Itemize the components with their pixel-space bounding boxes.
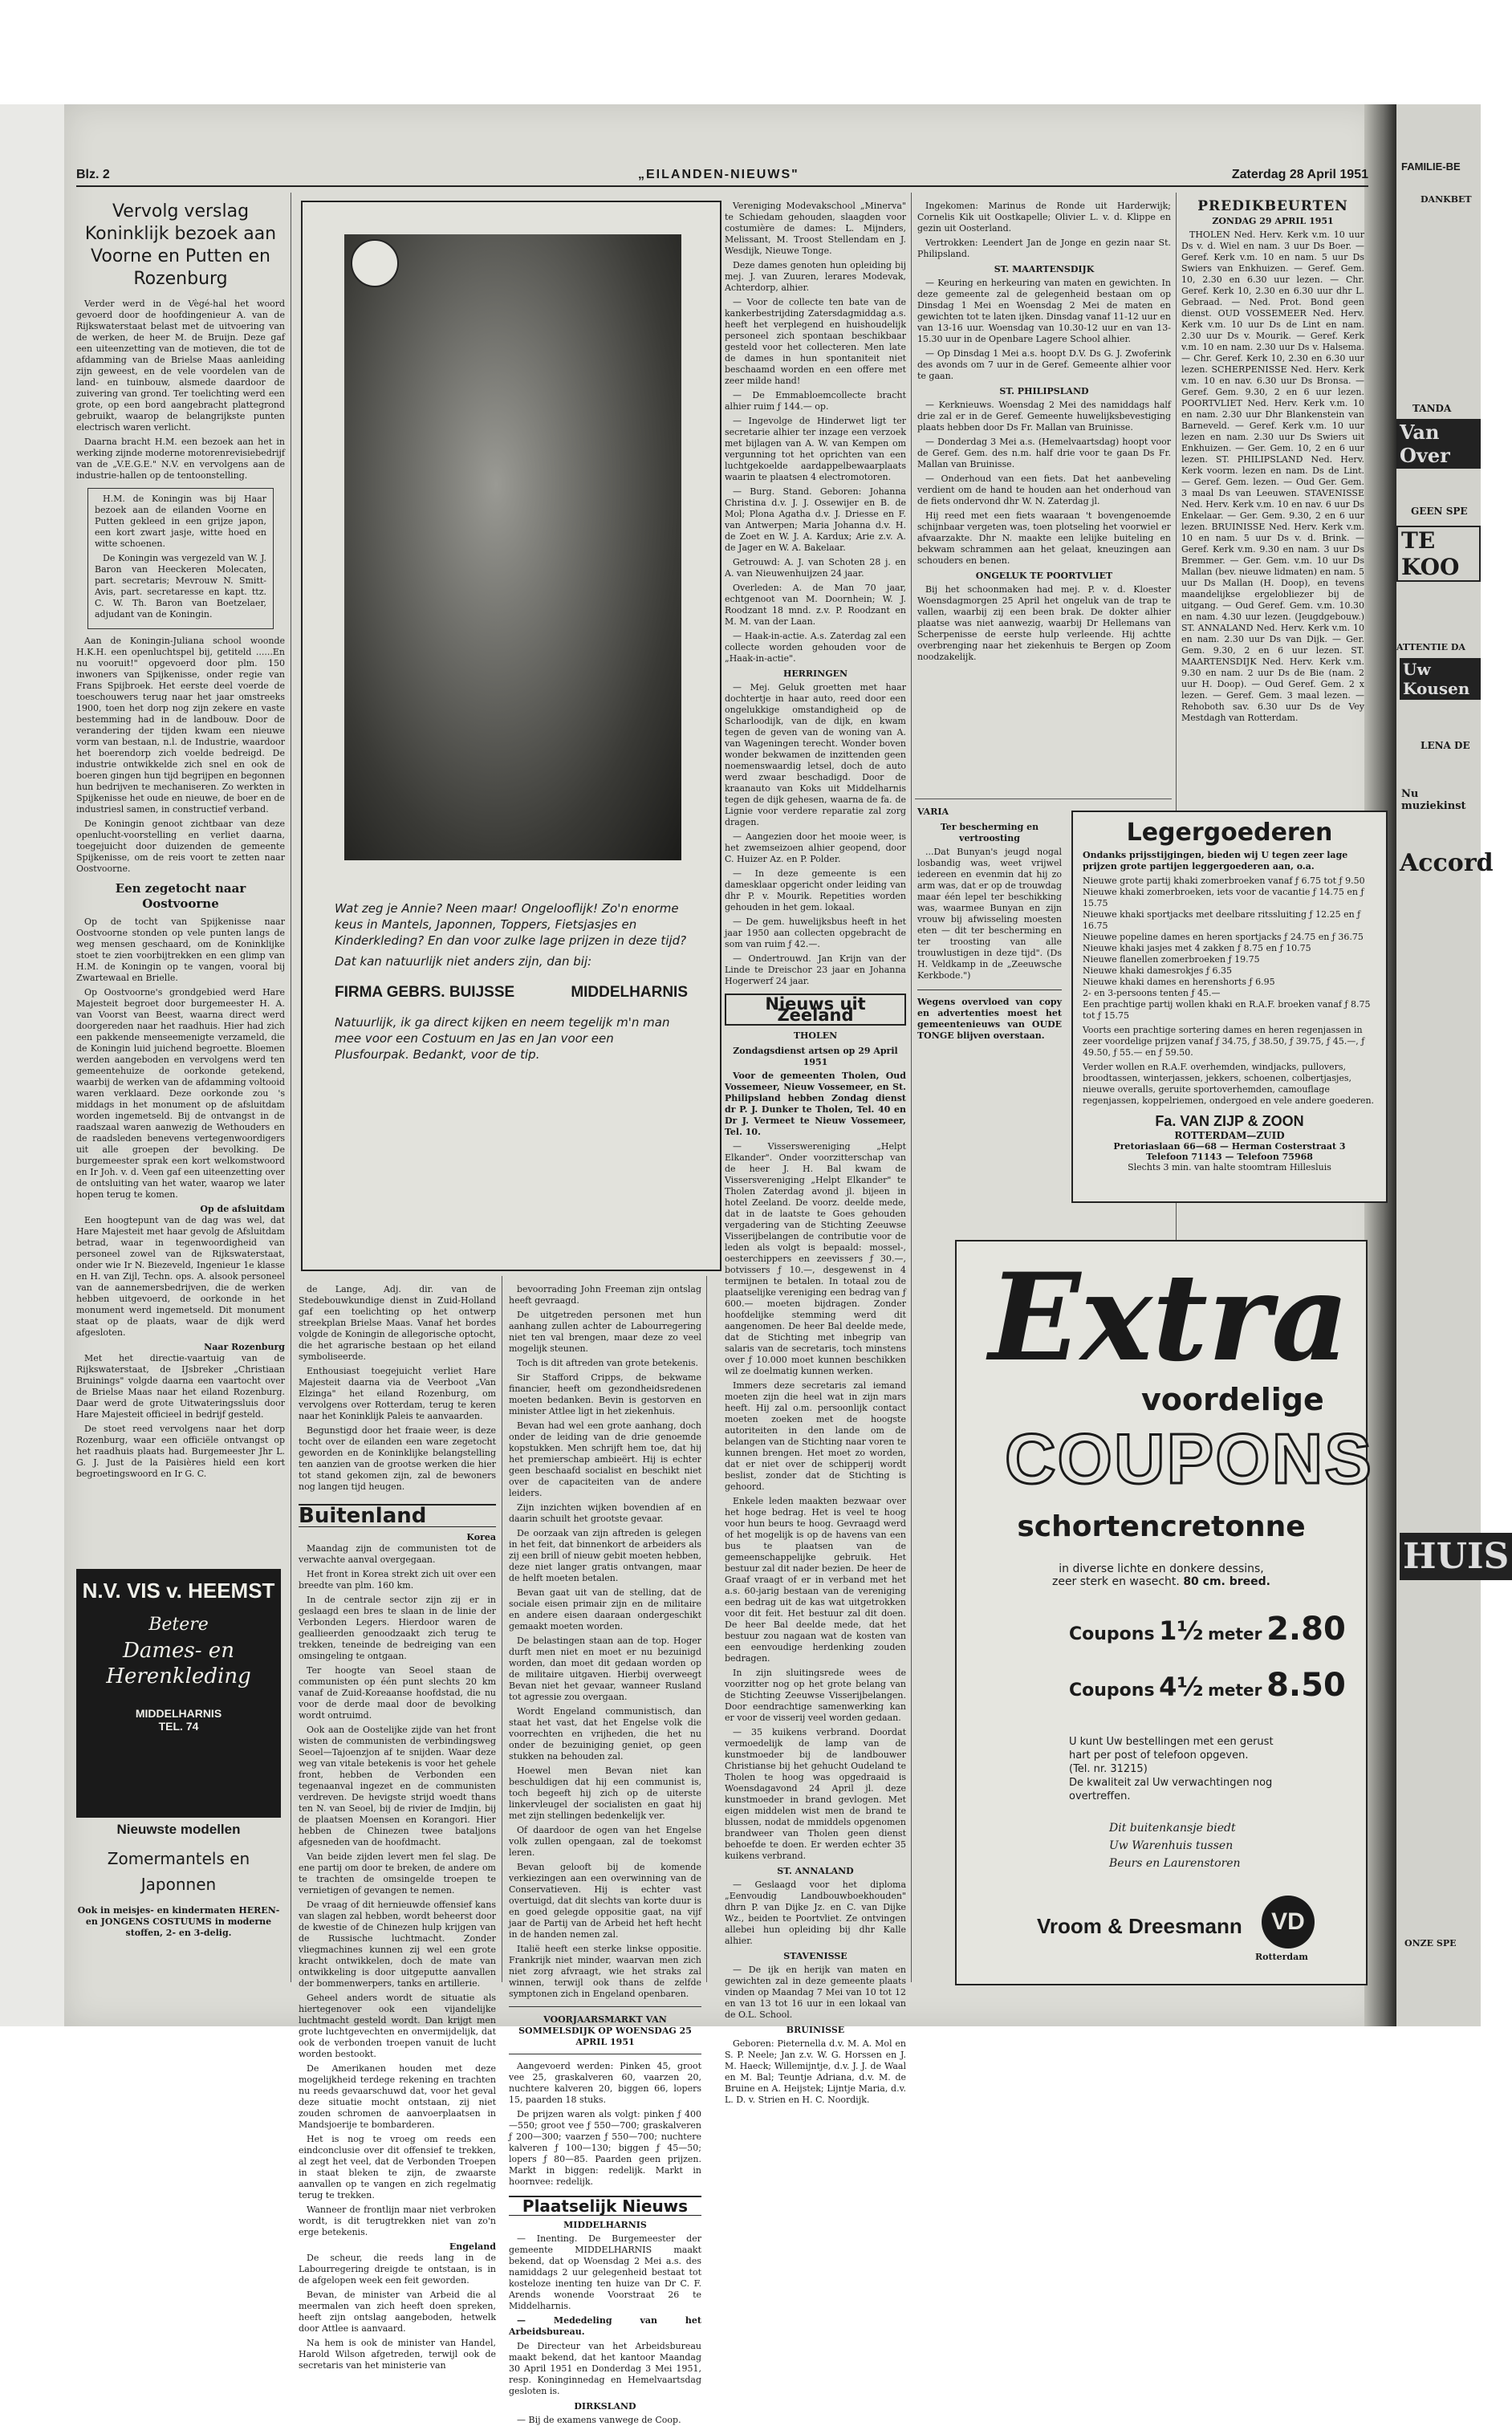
town-head: THOLEN [793, 1030, 838, 1041]
column-1 [76, 201, 285, 1557]
coupon-unit: meter [1208, 1680, 1262, 1700]
paragraph: THOLEN Ned. Herv. Kerk v.m. 10 uur Ds v. d. Wiel en nam. 3 uur Ds Boer. — Geref. Kerk v.m. 10 en nam. 5 uur Ds Swiers van Enkhuizen. — Geref. Gem. 10, 2.30 en 6.30 uur lezen. — Chr. Geref. Kerk 10, 2.30 en 6.30 uur dhr L. Gebraad. — Ned. Prot. Bond geen dienst. OUD VOSSEMEER Ned. Herv. Kerk v.m. 10 uur Ds de Lint en nam. 2.30 uur Ds v. Mourik. — Geref. Kerk v.m. 10 en nam. 2.30 uur Ds v. Halsema. — Chr. Geref. Kerk 10, 2.30 en 6.30 uur lezen. SCHERPENISSE Ned. Herv. Kerk v.m. 10 en nav. 6.30 uur Ds Bronsa. — Geref. Gem. 9.30, 2 en 6 uur lezen. POORTVLIET Ned. Herv. Kerk v.m. 10 en nam. 2.30 uur Dhr Blankenstein van Barneveld. — Geref. Kerk v.m. 10 uur lezen en nam. 2.30 uur Ds Swiers uit Enkhuizen. — Ger. Gem. 10, 2 en 6 uur lezen. ST. PHILIPSLAND Ned. Herv. Kerk voorm. lezen en nam. Ds de Lint. — Geref. Gem. lezen. — Oud Ger. Gem. 3 maal Ds van Leeuwen. STAVENISSE Ned. Herv. Kerk v.m. 10 en nav. 6 uur Ds Enkelaar. — Ger. Gem. 9.30, 2 en 6 uur lezen. BRUINISSE Ned. Herv. Kerk v.m. 10 en nam. 5 uur Ds v. d. Brink. — Geref. Kerk v.m. 9.30 en nam. 3 uur Ds Bremmer. — Ger. Gem. v.m. 10 uur Ds Mallan (bev. nieuwe lidmaten) en nam. 5 uur Ds Mallan (H. Doop), en tevens maandelijkse ergelobliezer bij de uitgang. — Oud Geref. Gem. v.m. 10.30 en nam. 4.30 uur lezen. (Jeugdgebouw.) ST. ANNALAND Ned. Herv. Kerk v.m. 10 en nam. 2.30 uur Ds van Dijk. — Ger. Gem. 9.30, 2 en 6 uur lezen. ST. MAARTENSDIJK Ned. Herv. Kerk v.m. 9.30 en nam. 2 uur Ds de Bie (nam. 2 uur H. Doop). — Oud Geref. Gem. 2 x lezen. — Geref. Gem. 3 maal lezen. — Rehoboth sav. 6.30 uur Ds de Vey Mestdagh van Rotterdam. [1181, 230, 1364, 723]
price-item: Nieuwe popeline dames en heren sportjacks ƒ 24.75 en ƒ 36.75 [1083, 932, 1364, 942]
date-head: ZONDAG 29 APRIL 1951 [1212, 216, 1334, 226]
subheading: Naar Rozenburg [204, 1342, 285, 1352]
paragraph: ...Dat Bunyan's jeugd nogal losbandig was, weet vrijwel iedereen en evenmin dat hij zo arm was, dat er op de trouwdag maar één lepel ter beschikking was, waarmee Bunyan en zijn vrouw bij afwisseling moesten eten — dit ter bescherming en ter troosting van alle trouwlustigen in deze tijd". (Ds H. Veldkamp in de „Zeeuwsche Kerkbode.") [917, 847, 1062, 981]
paragraph: Wanneer de frontlijn maar niet verbroken wordt, is dit terugtrekken niet van zo'n erge betekenis. [299, 2205, 496, 2237]
ad-brand: Vroom & Dreesmann [1037, 1914, 1242, 1938]
paragraph: Immers deze secretaris zal iemand moeten zijn die heel wat in zijn mars heeft. Hij zal o.m. persoonlijk contact moeten zoeken met de hoogste autoriteiten in den lande om de belangen van de Stichting naar voren te kunnen brengen. Het moet zo worden, dat er niet over de schipperij wordt beslist, zonder dat de Stichting is gehoord. [725, 1380, 906, 1492]
ad-paragraph: Verder wollen en R.A.F. overhemden, windjacks, pullovers, broodtassen, winterjassen, jekkers, schoenen, colbertjasjes, nieuwe overalls, geruite sportoverhemden, camouflage regenjassen, koppelriemen, ondergoed en vele andere goederen. [1083, 1062, 1375, 1106]
column-3 [509, 1284, 701, 2425]
column-rule [911, 193, 912, 1982]
paragraph: — Mededeling van het Arbeidsbureau. [509, 2315, 701, 2337]
paragraph: Verder werd in de Vègé-hal het woord gevoerd door de hoofdingenieur A. van de Rijkswaterstaat belast met de uitvoering van de werken, de heer M. de Bruijn. Deze gaf een uiteenzetting van de motieven, die tot de afdamming van de Brielse Maas aanleiding zijn geweest, en de vele voordelen van de land- en tuinbouw, alsmede daardoor de zuivering van grond. Ter toelichting werd een grote, op een bord aangebracht plattegrond gebruikt, waarop de belangrijkste punten electrisch waren verlicht. [76, 299, 285, 433]
next-page-text: Nu muziekinst [1401, 788, 1466, 812]
tagline-line: Beurs en Laurenstoren [1109, 1857, 1241, 1870]
paragraph: Geheel anders wordt de situatie als hiertegenover ook een vijandelijke luchtmacht gesteld wordt. Dan krijgt men grote luchtgevechten en onvermijdelijk, dat ook de verbonden troepen vanuit de lucht worden bestookt. [299, 1993, 496, 2059]
paragraph: Of daardoor de ogen van het Engelse volk zullen opengaan, zal de toekomst leren. [509, 1825, 701, 1858]
ad-desc-text: zeer sterk en wasecht. [1051, 1575, 1180, 1588]
town-head: HERRINGEN [782, 668, 848, 679]
next-page-edge [1396, 104, 1510, 2026]
paragraph: Op Oostvoorne's grondgebied werd Hare Majesteit begroet door burgemeester H. A. van Voorst van Beest, waarna direct werd doorgereden naar het raadhuis. Hier had zich een pakkende menseemenigte verzameld, die de Koningin luid juichend begroette. Bloemen werden aangeboden en vervolgens werd ten gemeentehuize de oorkonde getekend, waarbij de werken van de afdamming voltooid waren verklaard. Deze oorkonde zou 's middags in het monument op de afsluitdam worden ingemetseld. Bij de ontvangst in de raadszaal waren aanwezig de Wethouders en de raadsleden benevens vertegenwoordigers uit alle groepen der bevolking. De burgemeester sprak een kort welkomstwoord en Ir Joh. v. d. Veen gaf een uiteenzetting over de ontsluiting van het water, waarop we later hopen terug te komen. [76, 987, 285, 1200]
paragraph: — Kerknieuws. Woensdag 2 Mei des namiddags half drie zal er in de Geref. Gemeente huwelijksbevestiging plaats hebben door Ds Fr. Mallan van Bruinisse. [917, 400, 1171, 433]
paragraph: De oorzaak van zijn aftreden is gelegen in het feit, dat binnenkort de arbeiders als zij een brill of nieuw gebit moeten hebben, deze niet langer gratis ontvangen, maar de helft moeten betalen. [509, 1528, 701, 1583]
ad-city: ROTTERDAM—ZUID [1174, 1130, 1285, 1141]
paragraph: Vereniging Modevakschool „Minerva" te Schiedam gehouden, slaagden voor costumière de dames: L. Mijnders, Melissant, M. Troost Stellendam en J. Wesdijk, Nieuwe Tonge. [725, 201, 906, 256]
subheadline: Een zegetocht naar Oostvoorne [115, 881, 246, 911]
paragraph: De scheur, die reeds lang in de Labourregering dreigde te ontstaan, is in de afgelopen week een feit geworden. [299, 2253, 496, 2286]
paragraph: Vertrokken: Leendert Jan de Jonge en gezin naar St. Philipsland. [917, 238, 1171, 259]
paragraph: Bij het schoonmaken had mej. P. v. d. Kloester Woensdagmorgen 25 April het ongeluk van de trap te vallen, waarbij zij een been brak. De dokter alhier plaatse was niet aanwezig, waarbij Dr Hellemans van Scherpenisse de eerste hulp verleende. Hij achtte overbrenging naar het ziekenhuis te Bergen op Zoom noodzakelijk. [917, 584, 1171, 662]
ad-city: Rotterdam [1255, 1952, 1308, 1962]
next-page-text: TANDA [1412, 403, 1452, 414]
paragraph: — Haak-in-actie. A.s. Zaterdag zal een collecte worden gehouden voor de „Haak-in-actie". [725, 631, 906, 664]
coupon-label: Coupons [1069, 1680, 1155, 1701]
paragraph: In zijn sluitingsrede wees de voorzitter nog op het grote belang van de Stichting Zeeuwse Visserijbelangen. Door eendrachtige samenwerking kan er voor de visserij veel worden gedaan. [725, 1668, 906, 1723]
buijsse-ad-copy [335, 900, 688, 1063]
ad-line: Zomermantels en [107, 1849, 250, 1868]
paragraph: Van beide zijden levert men fel slag. De ene partij om door te breken, de andere om te trachten de omsingelde troepen te vernietigen of gevangen te nemen. [299, 1851, 496, 1896]
section-title: PREDIKBEURTEN [1197, 198, 1348, 214]
subheading: Zondagsdienst artsen op 29 April 1951 [733, 1046, 898, 1067]
paragraph: — Aangezien door het mooie weer, is het zwemseizoen alhier geopend, door C. Huizer Az. en P. Polder. [725, 831, 906, 864]
paragraph: Geboren: Pieternella d.v. M. A. Mol en S. P. Neele; Jan z.v. W. G. Horssen en J. M. Haeck; Willemijntje, d.v. J. J. de Waal en M. Bal; Teuntje Adriana, d.v. M. de Bruine en A. Heijstek; Lijntje Maria, d.v. L. D. v. Strien en H. C. Noordijk. [725, 2038, 906, 2105]
paragraph: — Mej. Geluk groetten met haar dochtertje in haar auto, reed door een ongelukkige omstandigheid op de Scharloodijk, van de dijk, en kwam tegen de geven van de woning van A. van Wageningen terecht. Wonder boven wonder bekwamen de inzittenden geen noemenswaardig letsel, doch de auto werd zwaar beschadigd. Door de kraanauto van Koks uit Middelharnis tegen de dijk gehesen, waarna de fa. de Lignie voor verdere reparatie zal zorg dragen. [725, 682, 906, 827]
price-item: Nieuwe grote partij khaki zomerbroeken vanaf ƒ 6.75 tot ƒ 9.50 [1083, 876, 1365, 886]
paragraph: — Voor de collecte ten bate van de kankerbestrijding Zatersdagmiddag a.s. heeft het verplegend en huishoudelijk personeel zich spontaan beschikbaar gesteld voor het collecteren. Men late de dames in hun spontaniteit niet beschaamd worden en een offere met zeer milde hand! [725, 297, 906, 386]
paragraph: Begunstigd door het fraaie weer, is deze tocht over de eilanden een ware zegetocht geworden en de Koninklijke belangstelling ten aanzien van de grootse werken die hier tot stand gekomen zijn, zal de bewoners nog langen tijd heugen. [299, 1425, 496, 1492]
paragraph: Een hoogtepunt van de dag was wel, dat Hare Majesteit met haar gevolg de Afsluitdam betrad, waar in tegenwoordigheid van personeel zowel van de Rijkswaterstaat, onder wie Ir N. Biezeveld, Ingenieur 1e klasse en H. van Zijl, Techn. ops. A. alsook personeel van de aannemersbedrijven, die de werken hebben uitgevoerd, de oorkonde in het monument werd ingemetseld. Dit monument staat op de plaats, waar de dijk werd afgesloten. [76, 1215, 285, 1338]
section-title: Plaatselijk Nieuws [509, 2196, 701, 2216]
price-item: 2- en 3-persoons tenten ƒ 45.— [1083, 988, 1221, 998]
next-page-text: Uw Kousen [1400, 658, 1481, 700]
paragraph: Maandag zijn de communisten tot de verwachte aanval overgegaan. [299, 1543, 496, 1565]
ad-title: Legergoederen [1126, 819, 1333, 847]
paragraph: Aan de Koningin-Juliana school woonde H.K.H. een openluchtspel bij, getiteld ......En nu vooruit!" opgevoerd door plm. 150 inwoners van Spijkenisse, onder regie van Frans Spijbroek. Het eerste deel voerde de toeschouwers terug naar het jaar omstreeks 1900, toen het dorp nog zijn zekere en vaste bestemming had in de landbouw. Door de verandering der tijden kwam een nieuwe vorm van bestaan, n.l. de Industrie, waardoor het boerendorp zich voelde bedreigd. De industrie ontwikkelde zich snel en ook de boeren gingen hun tijd begrijpen en begonnen hun bedrijven te mechaniseren. Zo werkten in Spijkenisse het oude en nieuwe, de boer en de industriesl samen, in constructief verband. [76, 636, 285, 815]
paragraph: bevoorrading John Freeman zijn ontslag heeft gevraagd. [509, 1284, 701, 1306]
ad-description [957, 1562, 1366, 1588]
paragraph: De uitgetreden personen met hun aanhang zullen achter de Labourregering niet ten val brengen, maar deze zo veel mogelijk steunen. [509, 1310, 701, 1354]
visheemst-ad [76, 1569, 281, 1818]
price-item: Nieuwe khaki jasjes met 4 zakken ƒ 8.75 en ƒ 10.75 [1083, 943, 1311, 953]
order-line: U kunt Uw bestellingen met een gerust hart per post of telefoon opgeven. [1069, 1736, 1274, 1762]
ad-desc-line [957, 1575, 1366, 1588]
ad-tagline [1109, 1819, 1241, 1872]
next-page-text: ATTENTIE DA [1396, 642, 1465, 652]
buijsse-ad [301, 201, 721, 1271]
issue-date: Zaterdag 28 April 1951 [1231, 168, 1368, 181]
ad-line: Japonnen [140, 1875, 217, 1894]
ad-address: Slechts 3 min. van halte stoomtram Hillesluis [1128, 1162, 1331, 1172]
paragraph: De prijzen waren als volgt: pinken ƒ 400—550; groot vee ƒ 550—700; graskalveren ƒ 200—300; vaarzen ƒ 550—700; nuchtere kalveren ƒ 100—130; biggen ƒ 45—50; lopers ƒ 80—85. Paarden geen prijzen. Markt in biggen: redelijk. Markt in hoornvee: redelijk. [509, 2109, 701, 2187]
ad-width: 80 cm. breed. [1183, 1575, 1271, 1588]
ad-firm: Fa. VAN ZIJP & ZOON [1155, 1113, 1304, 1129]
paragraph: De vraag of dit hernieuwde offensief kans van slagen zal hebben, wordt beheerst door de kwestie of de Chinezen hulp krijgen van de Russische luchtmacht. Zonder vliegmachines kunnen zij wel een grote kracht ontwikkelen, doch de mate van ontwikkeling is door uitgeputte aanvallen der bommenwerpers, tanks en artillerie. [299, 1900, 496, 1989]
paragraph: Italië heeft een sterke linkse oppositie. Frankrijk niet minder, waarvan men zich niet zorg afvraagt, wie het straks zal winnen, terwijl ook thans de zelfde symptonen zich in Engeland openbaren. [509, 1944, 701, 1999]
next-page-text: GEEN SPE [1411, 506, 1468, 517]
paragraph: De belastingen staan aan de top. Hoger durft men niet en moet er nu bezuinigd worden, dan moet dit gedaan worden op de militaire uitgaven. Hierbij overweegt Bevan niet het gevaar, wanneer Rusland tot agressie zou overgaan. [509, 1636, 701, 1702]
ad-desc-line: in diverse lichte en donkere dessins, [1059, 1562, 1264, 1575]
paragraph: Met het directie-vaartuig van de Rijkswaterstaat, de IJsbreker „Christiaan Bruinings" volgde daarna een vaartocht over de Brielse Maas naar het eiland Rozenburg. Daar werd de grote Uitwateringssluis door Hare Majesteit officieel in bedrijf gesteld. [76, 1353, 285, 1420]
ad-city: MIDDELHARNIS [135, 1707, 222, 1720]
vd-coupons-ad [955, 1240, 1373, 1985]
price-item: Nieuwe khaki damesrokjes ƒ 6.35 [1083, 965, 1233, 976]
coupon-price-row [1069, 1611, 1346, 1648]
price-item: Nieuwe khaki zomerbroeken, iets voor de vacantie ƒ 14.75 en ƒ 15.75 [1083, 887, 1364, 908]
tagline-line: Uw Warenhuis tussen [1109, 1839, 1234, 1852]
info-box [87, 488, 274, 629]
paragraph: Hoewel men Bevan niet kan beschuldigen dat hij een communist is, toch begeeft hij zich op de uiterste linkervleugel der socialisten en gaat hij met zijn stellingen bedenkelijk ver. [509, 1766, 701, 1821]
paragraph: — Bij de examens vanwege de Coop. [517, 2415, 681, 2425]
location-head: Engeland [449, 2241, 496, 2252]
paragraph: Na hem is ook de minister van Handel, Harold Wilson afgetreden, terwijl ook de secretaris van het ministerie van [299, 2338, 496, 2371]
price-item: Nieuwe flanellen zomerbroeken ƒ 19.75 [1083, 954, 1260, 965]
paragraph: — In deze gemeente is een damesklaar opgericht onder leiding van dhr P. v. Mourik. Repetities worden gehouden in het gem. lokaal. [725, 868, 906, 912]
notice: Wegens overvloed van copy en advertenties moest het gemeentenieuws van OUDE TONGE blijven overstaan. [917, 989, 1062, 1042]
article-headline: Vervolg verslag Koninklijk bezoek aan Voorne en Putten en Rozenburg [84, 201, 277, 289]
tagline-line: Dit buitenkansje biedt [1109, 1822, 1236, 1835]
paragraph: Bevan gaat uit van de stelling, dat de sociale eisen primair zijn en de militaire en andere eisen daaraan ondergeschikt gemaakt moeten worden. [509, 1587, 701, 1632]
paragraph: Wordt Engeland communistisch, dan staat het vast, dat het Engelse volk die voorrechten en vrijheden, die het nu onder de bezuiniging geniet, op geen stukken na behouden zal. [509, 1706, 701, 1762]
ad-intro: Ondanks prijsstijgingen, bieden wij U tegen zeer lage prijzen grote partijen leggergoederen aan, o.a. [1083, 850, 1348, 872]
order-line: De kwaliteit zal Uw verwachtingen nog overtreffen. [1069, 1777, 1273, 1802]
ad-footer: Ook in meisjes- en kindermaten HEREN- en JONGENS COSTUUMS in moderne stoffen, 2- en 3-delig. [77, 1905, 280, 1938]
paragraph: Toch is dit aftreden van grote betekenis. [517, 1358, 699, 1368]
paragraph: De stoet reed vervolgens naar het dorp Rozenburg, waar een officiële ontvangst op het raadhuis plaats had. Burgemeester Jhr L. G. J. Just de la Paisières hield een kort begroetingswoord en Ir G. C. [76, 1424, 285, 1479]
town-head: DIRKSLAND [574, 2401, 636, 2412]
paragraph: Voor de gemeenten Tholen, Oud Vossemeer, Nieuw Vossemeer, en St. Philipsland hebben Zondag dienst dr P. J. Dunker te Tholen, Tel. 40 en Dr J. Vermeet te Nieuw Vossemeer, Tel. 10. [725, 1071, 906, 1137]
paragraph: Enthousiast toegejuicht verliet Hare Majesteit daarna via de Veerboot „Van Elzinga" het eiland Rozenburg, om vervolgens over Rotterdam, terug te keren naar het Koninklijk Paleis te aanvaarden. [299, 1366, 496, 1421]
paragraph: — Onderhoud van een fiets. Dat het aanbeveling verdient om de hand te houden aan het onderhoud van de fiets ondervond dhr W. N. Zaterdag jl. [917, 473, 1171, 506]
ad-headline: Nieuwste modellen [116, 1822, 241, 1837]
town-head: STAVENISSE [783, 1951, 847, 1961]
paragraph: Zijn inzichten wijken bovendien af en daarin schuilt het grootste gevaar. [509, 1502, 701, 1524]
paragraph: Ter hoogte van Seoel staan de communisten op één punt slechts 20 km vanaf de Zuid-Koreaanse hoofdstad, die nu voor de derde maal door de bevolking wordt ontruimd. [299, 1665, 496, 1721]
ad-coupons-title: COUPONS [1005, 1419, 1373, 1498]
next-page-text: ONZE SPE [1404, 1938, 1457, 1949]
paragraph: De Koningin genoot zichtbaar van deze openlucht-voorstelling en verliet daarna, toegejuicht door duizenden de gemeente Spijkenisse, om de reis voort te zetten naar Oostvoorne. [76, 819, 285, 874]
ad-order-info [1069, 1735, 1278, 1803]
subheading: Op de afsluitdam [200, 1204, 285, 1214]
paragraph: Aangevoerd werden: Pinken 45, groot vee 25, graskalveren 60, vaarzen 20, nuchtere kalveren 20, biggen 66, lopers 15, paarden 18 stuks. [509, 2061, 701, 2105]
vd-logo-icon: VD [1262, 1896, 1315, 1949]
town-head: ST. PHILIPSLAND [999, 386, 1089, 396]
paragraph: — Ondertrouwd. Jan Krijn van der Linde te Dreischor 23 jaar en Johanna Hogerwerf 24 jaar. [725, 953, 906, 986]
ad-tagline: Betere [148, 1615, 209, 1635]
coupon-price-row [1069, 1667, 1346, 1704]
subheading: ONGELUK TE POORTVLIET [975, 571, 1113, 581]
newspaper-title: „EILANDEN-NIEUWS" [638, 168, 799, 181]
location-head: Korea [466, 1532, 496, 1542]
page-number: Blz. 2 [76, 168, 110, 181]
coupon-length: 4½ [1159, 1672, 1204, 1702]
ad-phone: TEL. 74 [158, 1720, 199, 1733]
paragraph: — De ijk en herijk van maten en gewichten zal in deze gemeente plaats vinden op Maandag 7 Mei van 10 tot 12 en van 13 tot 16 uur in een lokaal van de O.L. School. [725, 1965, 906, 2020]
paragraph: De Koningin was vergezeld van W. J. Baron van Heeckeren Molecaten, part. secretaris; Mevrouw N. Smitt-Avis, part. secretaresse en kapt. ttz. C. W. Th. Baron van Boetzelaer, adjudant van de Koningin. [95, 553, 266, 620]
paragraph: Getrouwd: A. J. van Schoten 28 j. en A. van Nieuwenhuijzen 24 jaar. [725, 557, 906, 579]
paragraph: De Amerikanen houden met deze mogelijkheid terdege rekening en trachten nu reeds gevaarschuwd dat, voor het geval deze situatie mocht ontstaan, zij niet zouden schromen de aanvoerplaatsen in Mandsjoerije te bombarderen. [299, 2063, 496, 2130]
section-title: Buitenland [299, 1504, 427, 1528]
paragraph: Ingekomen: Marinus de Ronde uit Harderwijk; Cornelis Kik uit Oostkapelle; Olivier L. v. d. Klippe en gezin uit Oosterland. [917, 201, 1171, 234]
paragraph: — Inenting. De Burgemeester der gemeente MIDDELHARNIS maakt bekend, dat op Woensdag 2 Mei a.s. des namiddags 2 uur gelegenheid bestaat tot kosteloze inenting ten huize van Dr C. F. Arends wonende Voorstraat 26 te Middelharnis. [509, 2233, 701, 2311]
paragraph: — Op Dinsdag 1 Mei a.s. hoopt D.V. Ds G. J. Zwoferink des avonds om 7 uur in de Geref. Gemeente alhier voor te gaan. [917, 348, 1171, 381]
next-page-text: Accord [1400, 849, 1494, 877]
ad-firm: FIRMA GEBRS. BUIJSSE [335, 984, 515, 1001]
column-4 [725, 201, 906, 2105]
paragraph: — Visserswereniging „Helpt Elkander". Onder voorzitterschap van de heer J. H. Bal kwam de Vissersvereniging „Helpt Elkander" te Tholen Zaterdag avond jl. bijeen in hotel Zeeland. De voorz. deelde mede, dat in de laatste te Goes gehouden vergadering van de Stichting Zeeuwse Visserijbelangen de contributie voor de leden als volgt is bepaald: mossel-, oesterchippers en zeevissers ƒ 30.—, botvissers ƒ 10.—, desgewenst in 4 termijnen te betalen. In totaal zou de plaatselijke vereniging een bedrag van ƒ 600.— moeten bijdragen. Zonder hoofdelijke stemming werd dit aangenomen. De heer Bal deelde mede, dat de Stichting met inbegrip van salaris van de secretaris, toch minstens over ƒ 10.000 moet kunnen beschikken wil ze doelmatig kunnen werken. [725, 1141, 906, 1376]
emblem-icon [351, 239, 399, 287]
paragraph: H.M. de Koningin was bij Haar bezoek aan de eilanden Voorne en Putten gekleed in een grijze japon, een kort zwart jasje, witte hoed en witte schoenen. [95, 494, 266, 549]
column-rule [706, 1276, 707, 1982]
paragraph: — Donderdag 3 Mei a.s. (Hemelvaartsdag) hoopt voor de Geref. Gem. des n.m. half drie voor te gaan Ds Fr. Mallan van Bruinisse. [917, 437, 1171, 469]
ad-product: schortencretonne [1017, 1510, 1306, 1543]
ad-subheadline: voordelige [1141, 1382, 1324, 1417]
paragraph: Overleden: A. de Man 70 jaar, echtgenoot van M. Doornhein; W. J. Roodzant 18 mnd. z.v. P. Roodzant en M. M. van der Laan. [725, 583, 906, 627]
paragraph: de Lange, Adj. dir. van de Stedebouwkundige dienst in Zuid-Holland gaf een toelichting op het ontwerp streekplan Brielse Maas. Vanaf het bordes volgde de Koningin de allegorische optocht, die het agrarische bestaan op het eiland symboliseerde. [299, 1284, 496, 1362]
ad-copy: Natuurlijk, ik ga direct kijken en neem tegelijk m'n man mee voor een Costuum en Jas en Jan voor een Plusfourpak. Bedankt, voor de tip. [335, 1015, 670, 1062]
coupon-length: 1½ [1159, 1615, 1204, 1646]
paragraph: — Ingevolge de Hinderwet ligt ter secretarie alhier ter inzage een verzoek met bijlagen van A. W. van Kempen om vergunning tot het oprichten van een luchtgekoelde aardappelbewaarplaats waarin te plaatsen 4 electromotoren. [725, 416, 906, 482]
paragraph: Op de tocht van Spijkenisse naar Oostvoorne stonden op vele punten langs de weg mensen geschaard, om de Koninklijke stoet te zien voorbijtrekken en een glimp van H.M. de Koningin op te vangen, vooral bij Zwartewaal en Brielle. [76, 916, 285, 983]
price-item: Nieuwe khaki dames en herenshorts ƒ 6.95 [1083, 977, 1275, 987]
paragraph: Bevan, de minister van Arbeid die al meermalen van zich heeft doen spreken, heeft zijn ontslag aangeboden, hetwelk door Attlee is aanvaard. [299, 2290, 496, 2334]
ad-brand: N.V. VIS v. HEEMST [82, 1579, 275, 1603]
order-line: (Tel. nr. 31215) [1069, 1763, 1148, 1775]
next-page-text: HUIS [1400, 1533, 1512, 1580]
paragraph: Ook aan de Oostelijke zijde van het front wisten de communisten de verbindingsweg Seoel—Tajoenzjon af te snijden. Waar deze weg van vitale betekenis is voor het gehele front, hebben de Verbonden een tegenaanval ingezet en de communisten verdreven. De hevigste strijd woedt thans ten N. van Seoel, bij de rivier de Imdjin, bij de plaatsen Moensen en Korangori. Hier hebben de Chinezen twee bataljons afgesneden van de hoofdmacht. [299, 1725, 496, 1847]
price-item: Een prachtige partij wollen khaki en R.A.F. broeken vanaf ƒ 8.75 tot ƒ 15.75 [1083, 999, 1371, 1021]
ad-headline: Extra [989, 1247, 1350, 1388]
price-item: Nieuwe khaki sportjacks met deelbare ritssluiting ƒ 12.25 en ƒ 16.75 [1083, 909, 1361, 931]
paragraph: — De Emmabloemcollecte bracht alhier ruim ƒ 144.— op. [725, 390, 906, 412]
paragraph: De Directeur van het Arbeidsbureau maakt bekend, dat het kantoor Maandag 30 April 1951 en Donderdag 3 Mei 1951, resp. Koninginnedag en Hemelvaartsdag gesloten is. [509, 2341, 701, 2396]
paragraph: — Keuring en herkeuring van maten en gewichten. In deze gemeente zal de gelegenheid bestaan om op Dinsdag 1 Mei en Woensdag 2 Mei de maten en gewichten tot te laten ijken. Dinsdag vanaf 11-12 uur en van 13-16 uur. Woensdag van 10.30-12 uur en van 13-15.30 uur in de Openbare Lagere School alhier. [917, 278, 1171, 344]
ad-copy: Wat zeg je Annie? Neen maar! Ongelooflijk! Zo'n enorme keus in Mantels, Japonnen, Toppers, Fietsjasjes en Kinderkleding? En dan voor zulke lage prijzen in deze tijd? [335, 901, 687, 948]
market-headline: VOORJAARSMARKT VAN SOMMELSDIJK OP WOENSDAG 25 APRIL 1951 [518, 2014, 692, 2047]
next-page-text: DANKBET [1421, 194, 1472, 205]
ad-firm-line [335, 984, 688, 1002]
varia-column [917, 807, 1062, 1208]
paragraph: Sir Stafford Cripps, de bekwame financier, heeft om gezondheidsredenen moeten bedanken. Bevin is gestorven en minister Attlee ligt in het ziekenhuis. [509, 1372, 701, 1416]
ad-tagline: Dames- en Herenkleding [106, 1639, 251, 1688]
next-page-header: FAMILIE-BE [1401, 161, 1461, 173]
predikbeurten-column [1181, 198, 1364, 1348]
ad-city: MIDDELHARNIS [571, 984, 688, 1001]
woman-telephone-photo [344, 234, 681, 860]
next-page-text: Van Over [1396, 419, 1481, 469]
paragraph: Hij reed met een fiets waaraan 't bovengenoemde schijnbaar vergeten was, toen plotseling het voorwiel er afvaarzakte. Dhr N. maakte een lelijke buiteling en bekwam schrammen aan het gelaat, kneuzingen aan schouders en benen. [917, 510, 1171, 566]
visheemst-ad-text [76, 1822, 281, 1939]
masthead [76, 165, 1368, 187]
town-head: MIDDELHARNIS [563, 2220, 647, 2230]
column-5 [917, 201, 1171, 786]
paragraph: — Geslaagd voor het diploma „Eenvoudig Landbouwboekhouden" dhrn P. van Dijke Jz. en C. van Dijke Wz., beiden te Poortvliet. Ze ontvingen allebei hun opleiding bij dhr Kalle alhier. [725, 1879, 906, 1946]
paragraph: Bevan had wel een grote aanhang, doch onder de leiding van de drie genoemde kopstukken. Men schrijft hem toe, dat hij het premierschap ambieërt. Hij is echter geen beschaafd socialist en beschikt niet over de capaciteiten van de andere leiders. [509, 1420, 701, 1498]
varia-head: VARIA [917, 807, 949, 817]
paragraph: Enkele leden maakten bezwaar over het hoge bedrag. Het is veel te hoog voor hun beurs te hoog. Gevraagd werd of het mogelijk is op de havens van een bus te plaatsen van de gemeenschappelijke gebruik. Het bestuur zal dit nader bezien. De heer de Graaf vraagt of er in verband met het a.s. 60-jarig bestaan van de vereniging een bedrag uit de kas wat uitgetrokken voor dit feit. Het bestuur zal dit doen. De heer Bal deelde mede, dat het bestuur zou nagaan wat de kosten van een eenvoudige herdenking zouden bedragen. [725, 1496, 906, 1664]
next-page-text: TE KOO [1396, 526, 1481, 582]
paragraph: Het front in Korea strekt zich uit over een breedte van plm. 160 km. [299, 1569, 496, 1591]
coupon-price: 8.50 [1266, 1667, 1346, 1704]
ad-copy: Dat kan natuurlijk niet anders zijn, dan bij: [335, 954, 592, 969]
paragraph: Deze dames genoten hun opleiding bij mej. J. van Zuuren, lerares Modevak, Achterdorp, alhier. [725, 260, 906, 293]
section-title: Nieuws uit Zeeland [725, 994, 906, 1026]
coupon-unit: meter [1208, 1624, 1262, 1644]
ad-address: Telefoon 71143 — Telefoon 75968 [1146, 1152, 1313, 1162]
paragraph: — 35 kuikens verbrand. Doordat vermoedelijk de lamp van de kunstmoeder bij de landbouwer Christianse bij het gehucht Oudeland te Tholen te hoog was opgedraaid is Woensdagavond 24 April jl. deze kunstmoeder in brand gevlogen. Met eigen middelen wist men de brand te blussen, nodat de mmiddels opgenomen brandweer van Tholen geen dienst behoefde te doen. Er werden echter 35 kuikens verbrand. [725, 1727, 906, 1861]
coupon-label: Coupons [1069, 1624, 1155, 1644]
coupon-price: 2.80 [1266, 1611, 1346, 1648]
section-header [299, 1504, 496, 1527]
next-page-text: LENA DE [1421, 740, 1470, 751]
paragraph: Daarna bracht H.M. een bezoek aan het in werking zijnde moderne motorenrevisiebedrijf van de „V.E.G.E." N.V. en vervolgens aan de industrie-hallen op de tentoonstelling. [76, 437, 285, 481]
town-head: ST. ANNALAND [777, 1866, 854, 1876]
town-head: BRUINISSE [786, 2025, 845, 2035]
ad-paragraph: Voorts een prachtige sortering dames en heren regenjassen in zeer voordelige prijzen vanaf ƒ 34.75, ƒ 38.50, ƒ 39.75, ƒ 45.—, ƒ 49.50, ƒ 55.— en ƒ 59.50. [1083, 1025, 1365, 1058]
paragraph: — Burg. Stand. Geboren: Johanna Christina d.v. J. J. Ossewijer en B. de Mol; Plona Agatha d.v. J. Driesse en F. van Antwerpen; Maria Johanna d.v. H. de Zoet en W. J. A. Kardux; Arie z.v. A. de Jager en W. A. Bakelaar. [725, 486, 906, 553]
market-header-box [509, 2006, 701, 2054]
town-head: ST. MAARTENSDIJK [994, 264, 1095, 274]
paragraph: Het is nog te vroeg om reeds een eindconclusie over dit offensief te trekken, al zegt het veel, dat de Verbonden Troepen in staat bleken te zijn, de zwaarste aanvallen op te vangen en zich regelmatig terug te trekken. [299, 2134, 496, 2200]
column-2 [299, 1284, 496, 2371]
paragraph: In de centrale sector zijn zij er in geslaagd een bres te slaan in de linie der Verbonden Legers. Hierdoor waren de geallieerden genoodzaakt zich terug te trekken, teneinde de bedreiging van een omsingeling te ontgaan. [299, 1595, 496, 1661]
paragraph: — De gem. huwelijksbus heeft in het jaar 1950 aan collecten opgebracht de som van ruim ƒ 42.—. [725, 916, 906, 949]
ad-address: Pretoriaslaan 66—68 — Herman Costerstraat 3 [1113, 1141, 1346, 1152]
varia-subhead: Ter bescherming en vertroosting [940, 822, 1039, 843]
paragraph: Bevan gelooft bij de komende verkiezingen aan een overwinning van de Conservatieven. Hij is echter vast overtuigd, dat dit slechts van korte duur is en goed gelegde oppositie gaat, na vijf jaar de Partij van de Arbeid het heft hecht in de handen nemen zal. [509, 1862, 701, 1940]
